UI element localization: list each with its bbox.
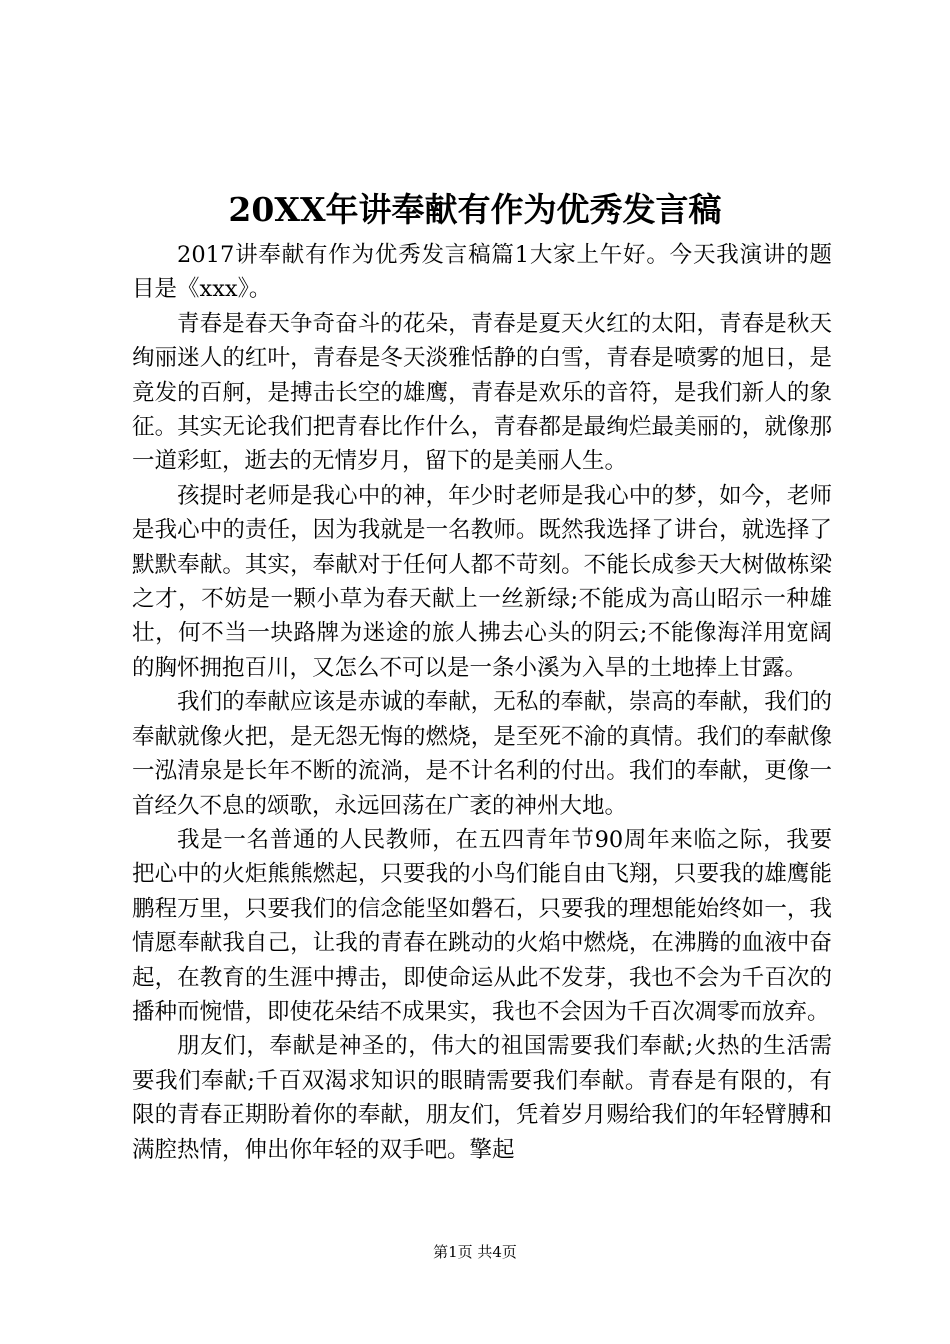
page-footer: 第1页 共4页 [433,1243,517,1261]
paragraph-1: 2017讲奉献有作为优秀发言稿篇1大家上午好。今天我演讲的题目是《xxx》。 [132,242,832,303]
paragraph-4: 我们的奉献应该是赤诚的奉献，无私的奉献，崇高的奉献，我们的奉献就像火把，是无怨无悔的燃烧，是至死不渝的真情。我们的奉献像一泓清泉是长年不断的流淌，是不计名利的付出。我们的奉献，更像一首经久不息的颂歌，永远回荡在广袤的神州大地。 [132,689,832,819]
paragraph-6: 朋友们，奉献是神圣的，伟大的祖国需要我们奉献;火热的生活需要我们奉献;千百双渴求知识的眼睛需要我们奉献。青春是有限的，有限的青春正期盼着你的奉献，朋友们，凭着岁月赐给我们的年轻臂膊和满腔热情，伸出你年轻的双手吧。擎起 [132,1033,832,1163]
paragraph-5: 我是一名普通的人民教师，在五四青年节90周年来临之际，我要把心中的火炬熊熊燃起，只要我的小鸟们能自由飞翔，只要我的雄鹰能鹏程万里，只要我们的信念能坚如磐石，只要我的理想能始终如一，我情愿奉献我自己，让我的青春在跳动的火焰中燃烧，在沸腾的血液中奋起，在教育的生涯中搏击，即使命运从此不发芽，我也不会为千百次的播种而惋惜，即使花朵结不成果实，我也不会因为千百次凋零而放弃。 [132,826,832,1025]
document-title: 20XX年讲奉献有作为优秀发言稿 [228,190,722,229]
paragraph-2: 青春是春天争奇奋斗的花朵，青春是夏天火红的太阳，青春是秋天绚丽迷人的红叶，青春是冬天淡雅恬静的白雪，青春是喷雾的旭日，是竟发的百舸，是搏击长空的雄鹰，青春是欢乐的音符，是我们新人的象征。其实无论我们把青春比作什么，青春都是最绚烂最美丽的，就像那一道彩虹，逝去的无情岁月，留下的是美丽人生。 [132,310,832,475]
paragraph-3: 孩提时老师是我心中的神，年少时老师是我心中的梦，如今，老师是我心中的责任，因为我就是一名教师。既然我选择了讲台，就选择了默默奉献。其实，奉献对于任何人都不苛刻。不能长成参天大树做栋梁之才，不妨是一颗小草为春天献上一丝新绿;不能成为高山昭示一种雄壮，何不当一块路牌为迷途的旅人拂去心头的阴云;不能像海洋用宽阔的胸怀拥抱百川，又怎么不可以是一条小溪为入旱的土地捧上甘露。 [132,482,832,681]
document-body [132,238,832,1167]
